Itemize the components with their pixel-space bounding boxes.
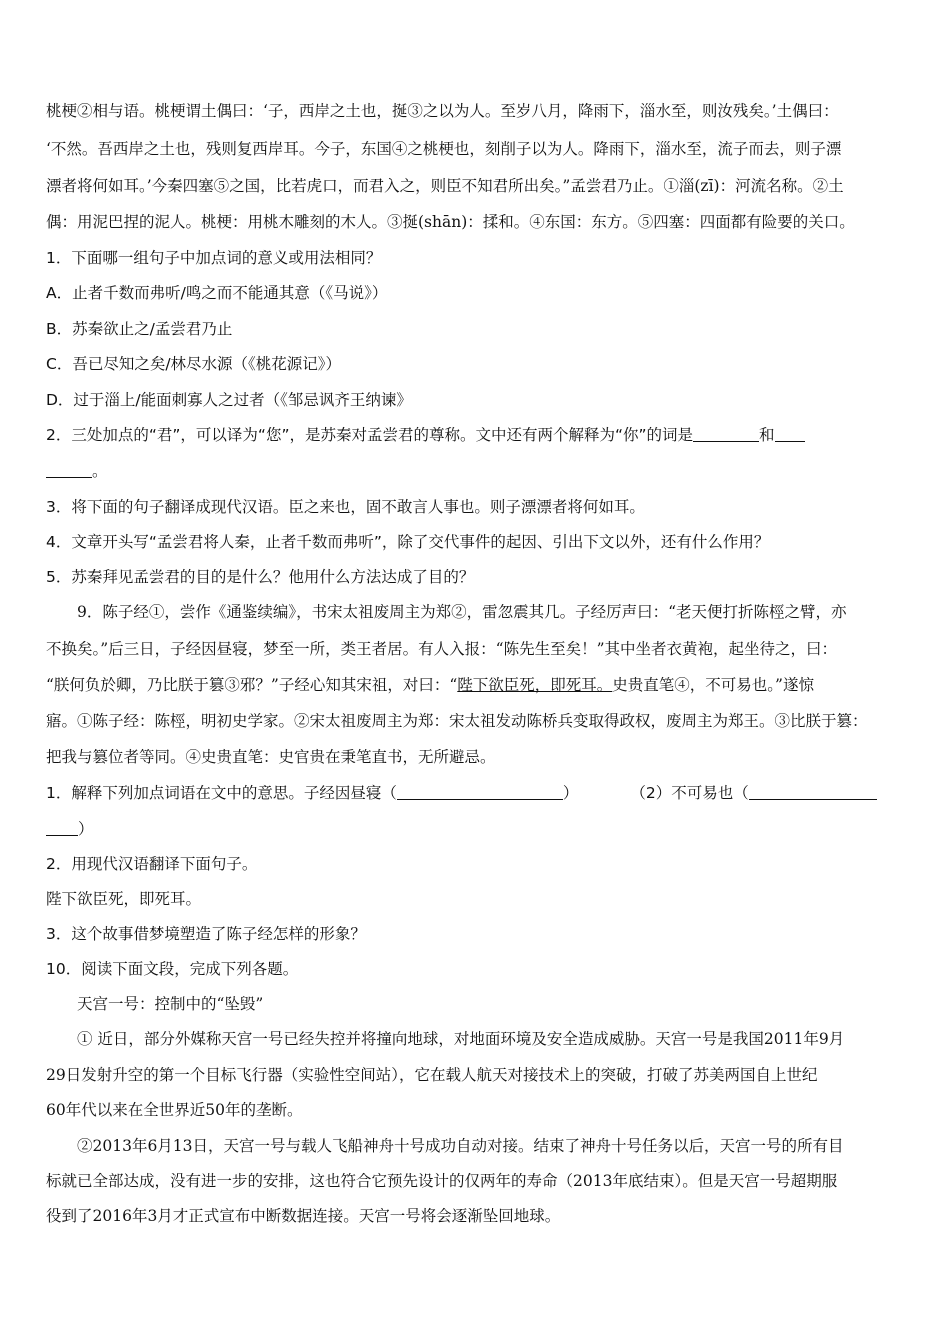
article-paragraph-1	[77, 1028, 844, 1050]
question-text: 4．文章开头写“孟尝君将人秦，止者千数而弗听”，除了交代事件的起因、引出下文以外，还有什么作用？	[46, 533, 770, 551]
option-c	[46, 353, 341, 375]
question-9-1	[46, 782, 877, 804]
answer-blank[interactable]	[775, 425, 805, 442]
passage9-line	[46, 674, 814, 696]
passage9-line	[46, 710, 868, 732]
question-text: 3．这个故事借梦境塑造了陈子经怎样的形象？	[46, 925, 366, 943]
paragraph-text: 标就已全部达成，没有进一步的安排，这也符合它预先设计的仅两年的寿命（2013年底结束）。但是天宫一号超期服	[46, 1172, 838, 1190]
answer-blank[interactable]	[749, 783, 877, 800]
paragraph-text: ②2013年6月13日，天宫一号与载人飞船神舟十号成功自动对接。结束了神舟十号任务以后，天宫一号的所有目	[77, 1137, 844, 1155]
passage9-text: “朕何负於卿，乃比朕于篡③邪？”子经心知其宋祖，对曰：“	[46, 676, 458, 694]
option-a	[46, 282, 387, 304]
passage8-line	[46, 211, 855, 233]
passage9-line	[46, 746, 496, 768]
question-text: ）	[562, 784, 579, 802]
option-b	[46, 318, 232, 340]
option-d	[46, 389, 412, 411]
passage9-text: 史贵直笔④，不可易也。”遂惊	[612, 676, 814, 694]
answer-blank[interactable]	[46, 461, 92, 478]
passage8-text: 漂者将何如耳。’今秦四塞⑤之国，比若虎口，而君入之，则臣不知君所出矣。”孟尝君乃止。①淄(zī)：河流名称。②土	[46, 177, 844, 195]
passage9-footnotes: 寤。①陈子经：陈桱，明初史学家。②宋太祖废周主为郑：宋太祖发动陈桥兵变取得政权，废周主为郑王。③比朕于篡：	[46, 712, 868, 730]
passage8-line	[46, 100, 839, 122]
passage9-text: 不换矣。”后三日，子经因昼寝，梦至一所，类王者居。有人入报：“陈先生至矣！”其中坐者衣黄袍，起坐待之，曰：	[46, 640, 838, 658]
passage8-line	[46, 175, 844, 197]
question-8-5	[46, 566, 474, 588]
question-9-1-cont	[46, 818, 94, 840]
option-text: D．过于淄上/能面刺寡人之过者（《邹忌讽齐王纳谏》	[46, 391, 412, 409]
passage8-footnotes: 偶：用泥巴捏的泥人。桃梗：用桃木雕刻的木人。③挻(shān)：揉和。④东国：东方。⑤四塞：四面都有险要的关口。	[46, 213, 855, 231]
paragraph-text: 29日发射升空的第一个目标飞行器（实验性空间站），它在载人航天对接技术上的突破，打破了苏美两国自上世纪	[46, 1066, 818, 1084]
question-text: 2．三处加点的“君”，可以译为“您”，是苏秦对孟尝君的尊称。文中还有两个解释为“你”的词是	[46, 426, 694, 444]
answer-blank[interactable]	[693, 425, 759, 442]
question-8-1	[46, 247, 381, 269]
article-paragraph-2	[46, 1205, 560, 1227]
question-8-2	[46, 424, 805, 446]
passage8-text: 桃梗②相与语。桃梗谓土偶曰：‘子，西岸之土也，挻③之以为人。至岁八月，降雨下，淄水至，则汝残矣。’土偶曰：	[46, 102, 839, 120]
question-9-2-sentence	[46, 888, 201, 910]
question-8-4	[46, 531, 769, 553]
passage9-footnotes: 把我与篡位者等同。④史贵直笔：史官贵在秉笔直书，无所避忌。	[46, 748, 496, 766]
passage9-text: 9．陈子经①，尝作《通鉴续编》，书宋太祖废周主为郑②，雷忽震其几。子经厉声曰：“老天便打折陈桱之臂，亦	[77, 603, 847, 621]
question-text: 1．解释下列加点词语在文中的意思。子经因昼寝（	[46, 784, 397, 802]
article-paragraph-2	[46, 1170, 837, 1192]
passage8-text: ‘不然。吾西岸之土也，残则复西岸耳。今子，东国④之桃梗也，刻削子以为人。降雨下，淄水至，流子而去，则子漂	[46, 140, 842, 158]
question-8-3	[46, 496, 645, 518]
question-8-2-cont	[46, 460, 108, 482]
underlined-sentence: 陛下欲臣死，即死耳。	[457, 676, 613, 694]
paragraph-text: ① 近日，部分外媒称天宫一号已经失控并将撞向地球，对地面环境及安全造成威胁。天宫一号是我国2011年9月	[77, 1030, 845, 1048]
question-end: 。	[92, 462, 108, 480]
question-9-3	[46, 923, 366, 945]
paragraph-text: 役到了2016年3月才正式宣布中断数据连接。天宫一号将会逐渐坠回地球。	[46, 1207, 561, 1225]
question-text: 2．用现代汉语翻译下面句子。	[46, 855, 258, 873]
passage9-line	[77, 601, 847, 623]
question-text: （2）不可易也（	[630, 784, 749, 802]
question-end: ）	[78, 820, 94, 838]
question-9-2	[46, 853, 257, 875]
question-10-heading	[46, 958, 298, 980]
question-text: 5．苏秦拜见孟尝君的目的是什么？他用什么方法达成了目的？	[46, 568, 475, 586]
answer-blank[interactable]	[46, 819, 78, 836]
conjunction-text: 和	[759, 426, 775, 444]
option-text: C．吾已尽知之矣/林尽水源（《桃花源记》）	[46, 355, 342, 373]
passage9-line	[46, 638, 837, 660]
title-text: 天宫一号：控制中的“坠毁”	[77, 995, 264, 1013]
article-paragraph-2	[77, 1135, 844, 1157]
answer-blank[interactable]	[397, 783, 563, 800]
option-text: B．苏秦欲止之/孟尝君乃止	[46, 320, 233, 338]
question-text: 1．下面哪一组句子中加点词的意义或用法相同？	[46, 249, 382, 267]
article-paragraph-1	[46, 1099, 302, 1121]
question-text: 3．将下面的句子翻译成现代汉语。臣之来也，固不敢言人事也。则子漂漂者将何如耳。	[46, 498, 645, 516]
option-text: A．止者千数而弗听/鸣之而不能通其意（《马说》）	[46, 284, 388, 302]
passage8-line	[46, 138, 841, 160]
article-title	[77, 993, 263, 1015]
sentence-text: 陛下欲臣死，即死耳。	[46, 890, 202, 908]
question-text: 10．阅读下面文段，完成下列各题。	[46, 960, 299, 978]
paragraph-text: 60年代以来在全世界近50年的垄断。	[46, 1101, 303, 1119]
article-paragraph-1	[46, 1064, 817, 1086]
